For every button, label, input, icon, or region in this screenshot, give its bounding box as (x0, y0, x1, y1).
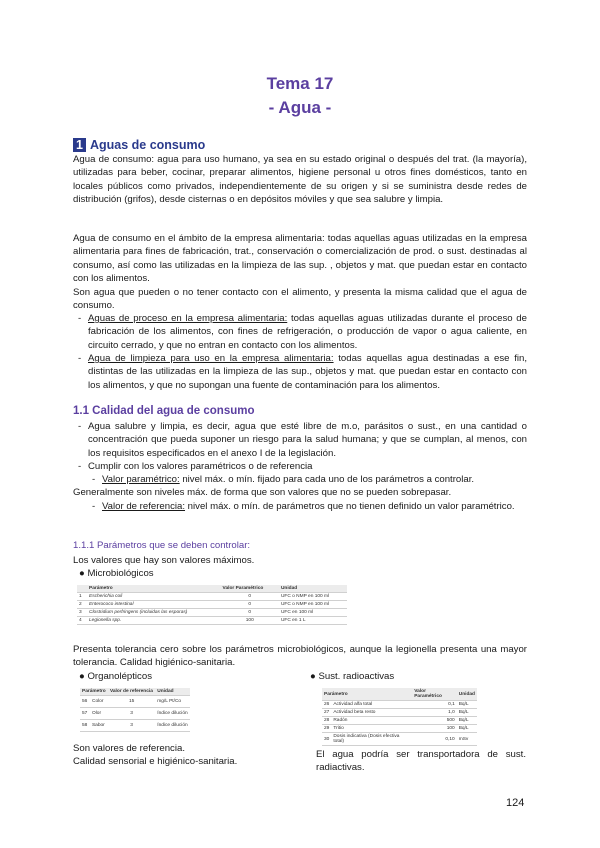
table-cell: Bq/L (457, 701, 477, 709)
table-cell: Escherichia coli (87, 593, 221, 601)
table-cell: Índice dilución (155, 708, 190, 720)
list-item-cumplir: - Cumplir con los valores paramétricos o de referencia (78, 461, 313, 472)
table-cell: 15 (108, 696, 155, 708)
section-heading-aguas-consumo (73, 138, 205, 152)
table-cell: mg/L Pt/Co (155, 696, 190, 708)
table-row (77, 601, 347, 609)
table-cell: mSv (457, 733, 477, 746)
table-header-row (80, 688, 190, 696)
organo-note-2: Calidad sensorial e higiénico-sanitaria. (73, 756, 238, 767)
industry-paragraph: Agua de consumo en el ámbito de la empresa alimentaria: todas aquellas aguas utilizadas en la empresa alimentaria para fines de fabricación, trat., conservación o comercialización de prod. o sust. destinadas al consumo, así como las utilizadas en la limpieza de las sup. , objetos y mat. que puedan estar en contacto con los alimentos. (73, 233, 527, 285)
table-cell: 100 (221, 617, 279, 625)
table-header: Valor de referencia (108, 688, 155, 696)
table-cell: Clostridium perfringens (incluidas las esporas) (87, 609, 221, 617)
list-item-limpieza: - Agua de limpieza para uso en la empresa alimentaria: todas aquellas agua destinadas a ese fin, distintas de las utilizadas en la limpieza de las sup., objetos y mat. que puedan estar en contacto con los alimentos, y que no supongan una fuente de contaminación para los alimentos. (78, 353, 527, 391)
table-cell: 100 (412, 725, 457, 733)
label-organolepticos: ● Organolépticos (79, 671, 152, 682)
term-valor-parametrico: Valor paramétrico: (102, 474, 180, 485)
subsection-heading-calidad: 1.1 Calidad del agua de consumo (73, 405, 255, 417)
section-title: Aguas de consumo (89, 138, 206, 152)
table-row (322, 725, 477, 733)
list-item-text: nivel máx. o mín. de parámetros que no tienen definido un valor paramétrico. (185, 501, 515, 512)
table-cell: Bq/L (457, 725, 477, 733)
table-cell: Dosis indicativa (Dosis efectiva total) (331, 733, 412, 746)
page-title: Tema 17 (266, 74, 334, 93)
table-cell: 3 (108, 708, 155, 720)
table-cell: 27 (324, 710, 330, 715)
table-cell: 0,1 (412, 701, 457, 709)
table-cell: 0 (221, 593, 279, 601)
table-cell: 1 (77, 593, 87, 601)
tolerance-paragraph: Presenta tolerancia cero sobre los parámetros microbiológicos, aunque la legionella presenta una mayor tolerancia. Calidad higiénico-sanitaria. (73, 644, 527, 669)
table-cell: 2 (77, 601, 87, 609)
page-number: 124 (506, 797, 525, 809)
subsubsection-heading-parametros: 1.1.1 Parámetros que se deben controlar: (73, 540, 251, 551)
table-cell: Legionella spp. (87, 617, 221, 625)
table-cell: 58 (80, 720, 90, 732)
label-radioactivas: ● Sust. radioactivas (310, 671, 395, 682)
table-cell: UFC en 100 ml (279, 609, 347, 617)
table-cell: 500 (412, 717, 457, 725)
table-cell: 3 (108, 720, 155, 732)
table-cell: 30 (322, 733, 331, 746)
table-cell: Índice dilución (155, 720, 190, 732)
general-paragraph: Generalmente son niveles máx. de forma que son valores que no se pueden sobrepasar. (73, 487, 452, 498)
table-cell: 0 (221, 609, 279, 617)
table-cell: 3 (77, 609, 87, 617)
radio-note: El agua podría ser transportadora de sust. radiactivas. (316, 749, 526, 774)
table-cell: 29 (324, 726, 330, 731)
table-cell: Actividad alfa total (331, 701, 412, 709)
list-item-text: nivel máx. o mín. fijado para cada uno de los parámetros a controlar. (179, 474, 475, 485)
table-cell: 56 (80, 696, 90, 708)
table-header-row (77, 585, 347, 593)
table-row (77, 617, 347, 625)
term-valor-referencia: Valor de referencia: (102, 501, 186, 512)
table-cell: Olor (90, 708, 108, 720)
table-cell: Bq/L (457, 709, 477, 717)
table-cell: 0,10 (412, 733, 457, 746)
table-header: Parámetro (87, 585, 221, 593)
table-microbiologicos (77, 585, 347, 625)
table-cell: 26 (324, 702, 330, 707)
list-item-text: Agua salubre y limpia, es decir, agua que esté libre de m.o, parásitos o sust., en una cantidad o concentración que pueda suponer un riesgo para la salud humana; y que se cumplan, al menos, con los requisitos especificados en el anexo I de la legislación. (88, 421, 527, 459)
table-header: Valor Paramétrico (221, 585, 279, 593)
table-row (77, 609, 347, 617)
table-cell: 28 (324, 718, 330, 723)
table-cell: Tritio (331, 725, 412, 733)
table-cell: 57 (80, 708, 90, 720)
list-item-text: todas aquellas aguas utilizadas durante el proceso de fabricación de los alimentos, con fines de refrigeración, o producción de vapor o agua caliente, en circuito cerrado, y que no entran en contacto con los alimentos. (88, 313, 527, 351)
table-header: Valor Paramétrico (412, 688, 457, 701)
table-header: Unidad (155, 688, 190, 696)
table-cell: UFC o NMP en 100 ml (279, 601, 347, 609)
list-item-salubre: - Agua salubre y limpia, es decir, agua que esté libre de m.o, parásitos o sust., en una cantidad o concentración que pueda suponer un riesgo para la salud humana; y que se cumplan, al menos, con los requisitos especificados en el anexo I de la legislación. (78, 421, 527, 459)
table-header: Parámetro (80, 688, 108, 696)
table-cell: UFC o NMP en 100 ml (279, 593, 347, 601)
table-cell: 0 (221, 601, 279, 609)
table-cell: 4 (77, 617, 87, 625)
organo-note-1: Son valores de referencia. (73, 743, 185, 754)
table-header: Parámetro (322, 688, 412, 701)
label-microbiologicos: ● Microbiológicos (79, 568, 154, 579)
intro-paragraph: Los valores que hay son valores máximos. (73, 555, 255, 566)
table-row (322, 709, 477, 717)
table-cell: Actividad beta resto (331, 709, 412, 717)
section-number: 1 (73, 138, 86, 152)
table-cell: Color (90, 696, 108, 708)
table-cell: Radón (331, 717, 412, 725)
table-header: Unidad (457, 688, 477, 701)
table-row (80, 708, 190, 720)
table-header-row (322, 688, 477, 701)
list-item-valor-referencia: - Valor de referencia: nivel máx. o mín. de parámetros que no tienen definido un valor paramétrico. (92, 501, 515, 512)
contact-paragraph: Son agua que pueden o no tener contacto con el alimento, y presenta la misma calidad que el agua de consumo. (73, 287, 527, 312)
table-cell: 1,0 (412, 709, 457, 717)
table-cell: UFC en 1 L (279, 617, 347, 625)
table-row (322, 701, 477, 709)
list-item-proceso: - Aguas de proceso en la empresa alimentaria: todas aquellas aguas utilizadas durante el proceso de fabricación de los alimentos, con fines de refrigeración, o producción de vapor o agua caliente, en circuito cerrado, y que no entran en contacto con los alimentos. (78, 313, 527, 351)
table-row (80, 696, 190, 708)
table-row (80, 720, 190, 732)
table-cell: Enterococo intestinal (87, 601, 221, 609)
table-cell: Bq/L (457, 717, 477, 725)
list-item-text: todas aquellas agua destinadas a ese fin, distintas de las utilizadas en la limpieza de las sup., objetos y mat. que puedan estar en contacto con los alimentos, y que no supongan una fuente de contaminación para los alimentos. (88, 353, 527, 391)
page-subtitle: - Agua - (268, 98, 332, 117)
table-row (322, 717, 477, 725)
term-agua-limpieza: Agua de limpieza para uso en la empresa alimentaria: (88, 353, 334, 364)
list-item-valor-parametrico: - Valor paramétrico: nivel máx. o mín. fijado para cada uno de los parámetros a controlar. (92, 474, 475, 485)
table-row (77, 593, 347, 601)
list-item-text: Cumplir con los valores paramétricos o de referencia (88, 461, 313, 472)
table-row (322, 733, 477, 746)
definition-paragraph: Agua de consumo: agua para uso humano, ya sea en su estado original o después del trat. (la mayoría), utilizadas para beber, cocinar, preparar alimentos, higiene personal u otros fines domésticos, tanto en locales públicos como privados, independientemente de su origen y si se suministra desde redes de distribución (grifos), desde cisternas o en depósitos móviles y que sea salubre y limpia. (73, 154, 527, 206)
term-aguas-proceso: Aguas de proceso en la empresa alimentaria: (88, 313, 288, 324)
table-cell: Sabor (90, 720, 108, 732)
table-header: Unidad (279, 585, 347, 593)
table-organolepticos (80, 688, 190, 732)
table-radioactivas (322, 688, 477, 746)
